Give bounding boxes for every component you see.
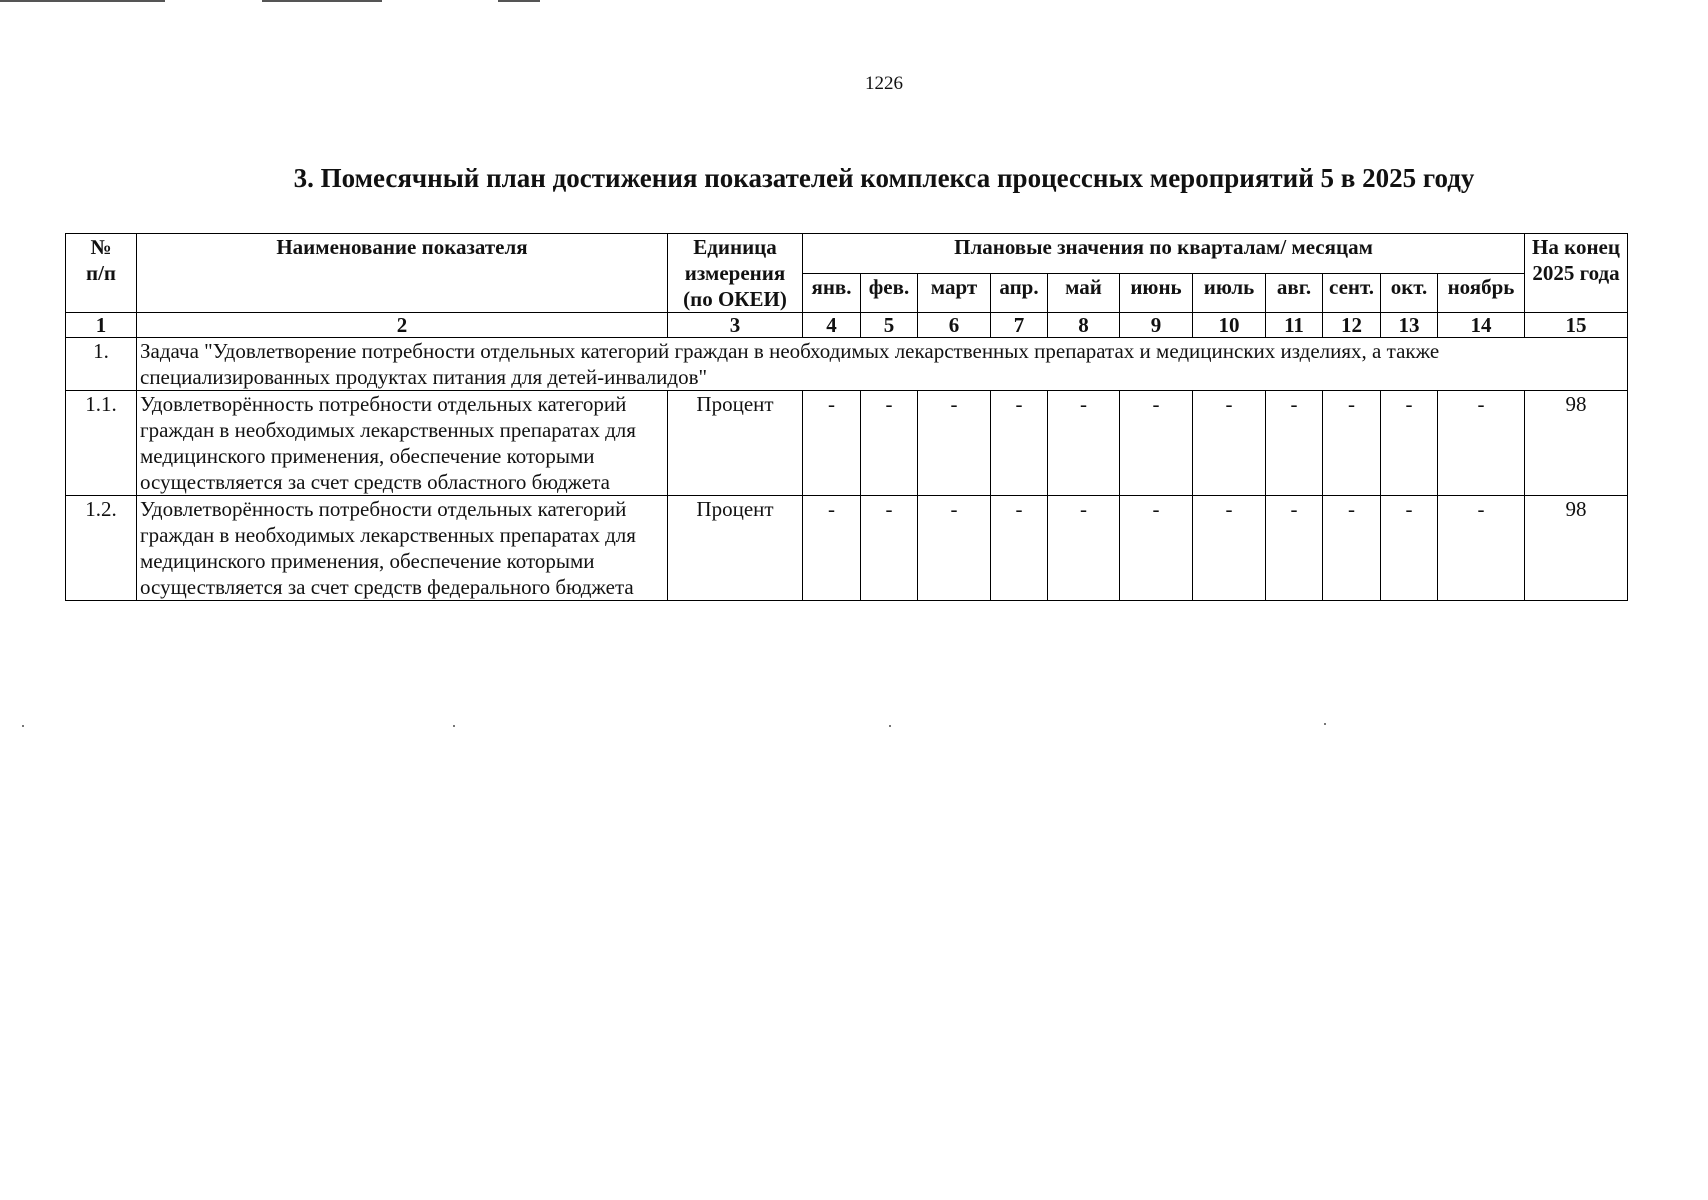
month-value: - [1048,391,1120,496]
month-value: - [918,391,991,496]
month-header: март [918,273,991,313]
column-number: 15 [1525,313,1628,338]
column-number: 4 [803,313,861,338]
month-value: - [1120,496,1193,601]
row-number: 1.2. [66,496,137,601]
header-end-line2: 2025 года [1532,261,1620,285]
month-value: - [991,391,1048,496]
month-value: - [1193,496,1266,601]
month-value: - [1048,496,1120,601]
scan-speck [1324,723,1326,725]
month-value: - [803,391,861,496]
month-header: ноябрь [1438,273,1525,313]
month-value: - [1438,496,1525,601]
month-header: июль [1193,273,1266,313]
column-number: 3 [668,313,803,338]
month-header: май [1048,273,1120,313]
column-number: 11 [1266,313,1323,338]
month-header: авг. [1266,273,1323,313]
month-value: - [1438,391,1525,496]
column-number: 6 [918,313,991,338]
month-value: - [861,391,918,496]
task-text: Задача "Удовлетворение потребности отдельных категорий граждан в необходимых лекарственных препаратах и медицинских изделиях, а также специализированных продуктах питания для детей-инвалидов" [137,338,1628,391]
month-header: сент. [1323,273,1381,313]
header-unit-line2: измерения [684,261,786,285]
unit-cell: Процент [668,391,803,496]
column-number: 12 [1323,313,1381,338]
column-number: 2 [137,313,668,338]
column-number-row [66,313,1628,338]
column-number: 1 [66,313,137,338]
scan-speck [889,725,891,727]
header-planned-values: Плановые значения по кварталам/ месяцам [803,234,1525,274]
header-row [66,234,1628,274]
scan-edge-line [262,0,382,2]
month-header: окт. [1381,273,1438,313]
month-value: - [803,496,861,601]
month-value: - [1266,496,1323,601]
document-title: 3. Помесячный план достижения показателей комплекса процессных мероприятий 5 в 2025 году [293,163,1475,193]
month-value: - [861,496,918,601]
column-number: 8 [1048,313,1120,338]
task-row [66,338,1628,391]
indicator-plan-table [65,233,1628,601]
month-header: янв. [803,273,861,313]
header-number-line1: № [90,235,112,259]
month-value: - [1193,391,1266,496]
header-number [66,234,137,313]
scan-speck [22,725,24,727]
month-header: фев. [861,273,918,313]
column-number: 5 [861,313,918,338]
month-value: - [1266,391,1323,496]
header-end-of-year [1525,234,1628,313]
table-row [66,496,1628,601]
scan-speck [453,725,455,727]
header-unit-line3: (по ОКЕИ) [683,287,787,311]
month-value: - [918,496,991,601]
row-number: 1.1. [66,391,137,496]
month-value: - [991,496,1048,601]
header-indicator-name: Наименование показателя [137,234,668,313]
month-value: - [1381,496,1438,601]
indicator-name: Удовлетворённость потребности отдельных категорий граждан в необходимых лекарственных препаратах для медицинского применения, обеспечение которыми осуществляется за счет средств областного бюджета [137,391,668,496]
month-header: июнь [1120,273,1193,313]
header-end-line1: На конец [1532,235,1620,259]
month-value: - [1323,496,1381,601]
column-number: 13 [1381,313,1438,338]
header-number-line2: п/п [85,261,117,285]
page-number: 1226 [865,73,903,94]
column-number: 9 [1120,313,1193,338]
end-of-year-value: 98 [1525,391,1628,496]
month-value: - [1120,391,1193,496]
end-of-year-value: 98 [1525,496,1628,601]
indicator-name: Удовлетворённость потребности отдельных категорий граждан в необходимых лекарственных препаратах для медицинского применения, обеспечение которыми осуществляется за счет средств федерального бюджета [137,496,668,601]
unit-cell: Процент [668,496,803,601]
scan-edge-line [498,0,540,2]
task-number: 1. [66,338,137,391]
table-row [66,391,1628,496]
month-header: апр. [991,273,1048,313]
column-number: 10 [1193,313,1266,338]
column-number: 14 [1438,313,1525,338]
header-unit-line1: Единица [693,235,777,259]
month-value: - [1323,391,1381,496]
header-unit [668,234,803,313]
month-value: - [1381,391,1438,496]
column-number: 7 [991,313,1048,338]
scan-edge-line [0,0,165,2]
